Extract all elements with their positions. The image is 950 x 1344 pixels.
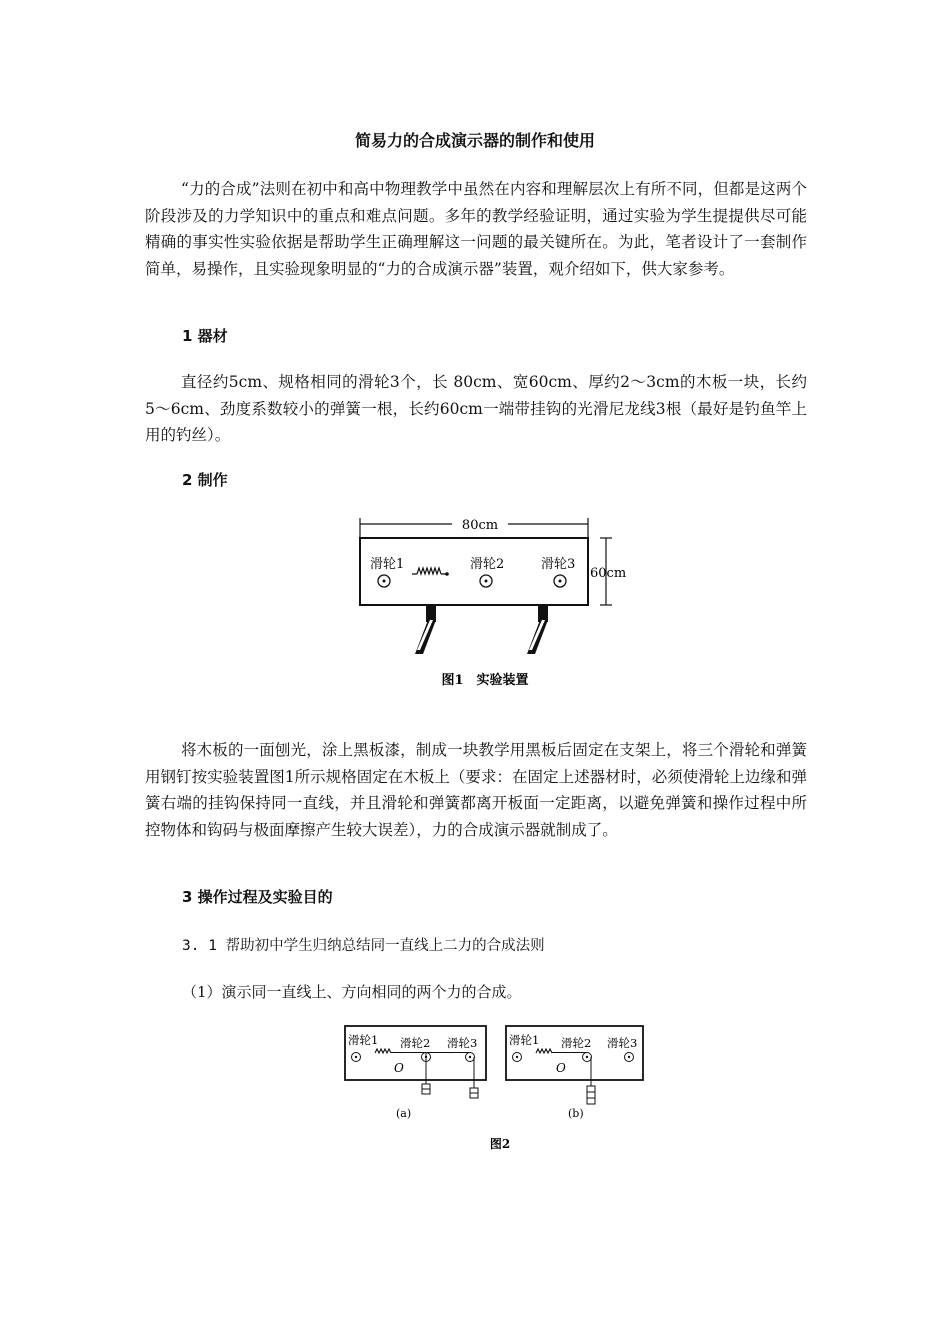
item-1: （1）演示同一直线上、方向相同的两个力的合成。 — [182, 983, 522, 1001]
figure-1-height-label: 60cm — [590, 566, 627, 581]
figure-2-b-pulley-3-label: 滑轮3 — [607, 1036, 638, 1050]
figure-1-stand-right — [527, 606, 548, 654]
figure-2-a-label: (a) — [396, 1107, 412, 1120]
section-1-paragraph: 直径约5cm、规格相同的滑轮3个，长 80cm、宽60cm、厚约2～3cm的木板一块，长约 5～6cm、劲度系数较小的弹簧一根，长约60cm一端带挂钩的光滑尼龙线3根（最好是钓鱼竿上用的钓丝）。 — [145, 373, 807, 444]
figure-1-caption: 图1 实验装置 — [441, 673, 529, 688]
figure-2-a-pulley-2-label: 滑轮2 — [400, 1036, 431, 1050]
section-heading-1: 1 器材 — [182, 327, 228, 345]
section-heading-2: 2 制作 — [182, 471, 228, 489]
figure-1-pulley-3-label: 滑轮3 — [541, 557, 576, 572]
figure-1-apparatus — [350, 510, 640, 695]
figure-2-b-label: (b) — [568, 1107, 584, 1120]
figure-2-b-point-label: O — [556, 1061, 566, 1075]
subsection-3-1: 3. 1 帮助初中学生归纳总结同一直线上二力的合成法则 — [182, 938, 545, 954]
figure-1-pulley-1-label: 滑轮1 — [370, 557, 405, 572]
figure-1-stand-left — [415, 606, 436, 654]
intro-paragraph: “力的合成”法则在初中和高中物理教学中虽然在内容和理解层次上有所不同，但都是这两个阶段涉及的力学知识中的重点和难点问题。多年的教学经验证明，通过实验为学生提提供尽可能精确的事实性实验依据是帮助学生正确理解这一问题的最关键所在。为此，笔者设计了一套制作简单，易操作，且实验现象明显的“力的合成演示器”装置，观介绍如下，供大家参考。 — [145, 180, 807, 278]
figure-2-a-pulley-1-label: 滑轮1 — [348, 1033, 379, 1047]
page-title: 简易力的合成演示器的制作和使用 — [354, 131, 595, 150]
section-heading-3: 3 操作过程及实验目的 — [182, 888, 333, 906]
figure-2-caption: 图2 — [489, 1137, 511, 1151]
figure-1-pulley-2-label: 滑轮2 — [470, 557, 505, 572]
figure-2-a-point-label: O — [394, 1061, 404, 1075]
figure-2-b-pulley-1-label: 滑轮1 — [509, 1033, 540, 1047]
figure-2-diagrams — [340, 1020, 650, 1160]
figure-1-width-label: 80cm — [461, 518, 499, 533]
section-2-paragraph: 将木板的一面刨光，涂上黑板漆，制成一块教学用黑板后固定在支架上，将三个滑轮和弹簧用钢钉按实验装置图1所示规格固定在木板上（要求：在固定上述器材时，必须使滑轮上边缘和弹簧右端的挂钩保持同一直线，并且滑轮和弹簧都离开板面一定距离，以避免弹簧和操作过程中所控物体和钩码与极面摩擦产生较大误差），力的合成演示器就制成了。 — [145, 741, 807, 839]
figure-2-a-pulley-3-label: 滑轮3 — [447, 1036, 478, 1050]
figure-2-b-pulley-2-label: 滑轮2 — [561, 1036, 592, 1050]
